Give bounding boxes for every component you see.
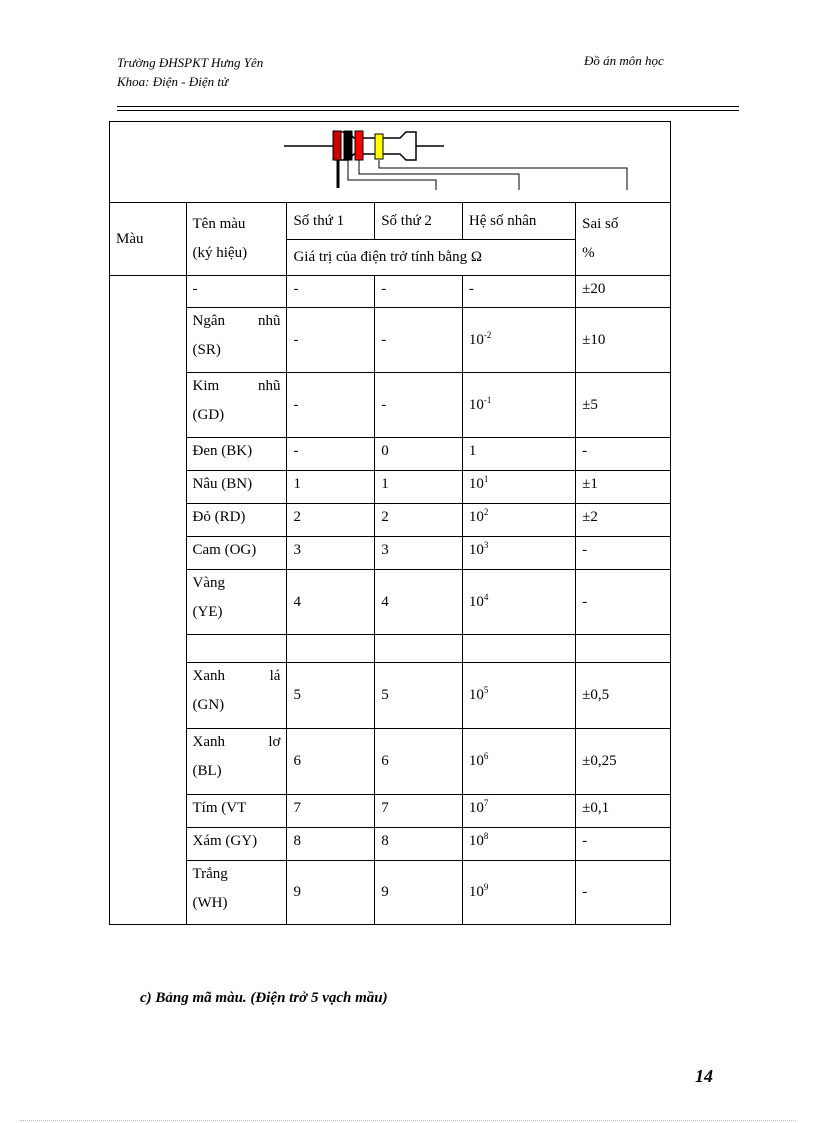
multiplier-base: 10	[468, 687, 484, 703]
multiplier-exponent: 4	[483, 591, 489, 602]
table-row	[110, 635, 671, 663]
tolerance-cell: -	[576, 828, 671, 861]
table-row	[110, 537, 671, 570]
digit2-cell: 2	[375, 504, 463, 537]
digit1-cell: 3	[287, 537, 375, 570]
multiplier-cell	[462, 795, 575, 828]
multiplier-cell	[462, 438, 575, 471]
multiplier-exponent: 2	[483, 507, 489, 517]
multiplier-cell	[462, 471, 575, 504]
color-code: (WH)	[192, 895, 228, 911]
digit1-cell: 9	[287, 861, 375, 925]
tolerance-cell: -	[576, 861, 671, 925]
header-row-1	[110, 203, 671, 240]
digit2-cell: 3	[375, 537, 463, 570]
color-name: Trắng	[192, 866, 228, 882]
header-rule-2	[117, 110, 739, 111]
table-row	[110, 828, 671, 861]
th-gia-tri: Giá trị của điện trở tính bằng Ω	[287, 240, 576, 276]
digit1-cell: 6	[287, 729, 375, 795]
multiplier-exponent: 7	[483, 798, 489, 808]
digit2-cell: -	[375, 276, 463, 308]
tolerance-cell: ±0,25	[576, 729, 671, 795]
multiplier-base: 10	[468, 833, 484, 849]
color-name-cell	[186, 308, 287, 373]
table-row	[110, 373, 671, 438]
multiplier-base: 10	[468, 593, 484, 610]
tolerance-cell: ±10	[576, 308, 671, 373]
multiplier-cell	[462, 308, 575, 373]
th-ten-line1: Tên màu	[192, 216, 246, 232]
th-mau: Màu	[110, 203, 187, 276]
resistor-color-table	[109, 121, 671, 925]
resistor-diagram-cell	[110, 122, 671, 203]
multiplier-cell	[462, 861, 575, 925]
color-name-cell	[186, 373, 287, 438]
band-1	[333, 131, 341, 160]
empty-cell	[375, 635, 463, 663]
table-row	[110, 438, 671, 471]
color-name-cell: Nâu (BN)	[186, 471, 287, 504]
tolerance-cell: ±0,1	[576, 795, 671, 828]
color-name-cell: Đỏ (RD)	[186, 504, 287, 537]
multiplier-base: 10	[468, 396, 484, 413]
multiplier-cell	[462, 276, 575, 308]
multiplier-cell	[462, 663, 575, 729]
multiplier-base: 10	[468, 542, 484, 558]
digit2-cell: 1	[375, 471, 463, 504]
tolerance-cell: ±1	[576, 471, 671, 504]
digit2-cell: 5	[375, 663, 463, 729]
band-2	[344, 131, 352, 160]
tolerance-cell: ±0,5	[576, 663, 671, 729]
th-sai-so-line1: Sai số	[582, 216, 619, 232]
color-name: Xanh lơ	[192, 734, 281, 750]
pointer-2	[348, 160, 436, 190]
multiplier-cell	[462, 504, 575, 537]
table-row	[110, 504, 671, 537]
th-so1: Số thứ 1	[287, 203, 375, 240]
header-left	[117, 53, 263, 91]
tolerance-cell: ±5	[576, 373, 671, 438]
color-code: (YE)	[192, 604, 223, 620]
color-code: (GD)	[192, 407, 225, 423]
header-rule	[117, 106, 739, 107]
empty-cell	[186, 635, 287, 663]
multiplier-cell	[462, 828, 575, 861]
tolerance-cell: -	[576, 537, 671, 570]
faculty-name: Khoa: Điện - Điện tử	[117, 74, 229, 89]
course-title: Đồ án môn học	[584, 53, 664, 68]
digit2-cell: 6	[375, 729, 463, 795]
digit2-cell: -	[375, 308, 463, 373]
multiplier-exponent: 3	[483, 540, 489, 550]
footer-rule	[20, 1120, 796, 1121]
color-name-cell: -	[186, 276, 287, 308]
tolerance-cell: -	[576, 438, 671, 471]
tolerance-cell: -	[576, 570, 671, 635]
multiplier-exponent: 5	[483, 685, 489, 695]
digit2-cell: 7	[375, 795, 463, 828]
color-code: (GN)	[192, 697, 225, 713]
multiplier-exponent: 1	[483, 474, 489, 484]
multiplier-base: 10	[468, 331, 484, 348]
digit2-cell: 9	[375, 861, 463, 925]
school-name: Trường ĐHSPKT Hưng Yên	[117, 55, 264, 70]
table-row	[110, 861, 671, 925]
th-ten	[186, 203, 287, 276]
multiplier-base: 10	[468, 800, 484, 816]
th-sai-so-line2: %	[582, 245, 595, 261]
multiplier-exponent: -2	[483, 329, 492, 340]
table-row	[110, 570, 671, 635]
color-name-cell: Cam (OG)	[186, 537, 287, 570]
digit1-cell: -	[287, 308, 375, 373]
digit1-cell: 1	[287, 471, 375, 504]
multiplier-cell	[462, 537, 575, 570]
multiplier-exponent: 9	[483, 882, 489, 892]
color-name-cell	[186, 663, 287, 729]
resistor-diagram	[116, 122, 664, 202]
table-row	[110, 729, 671, 795]
digit1-cell: 2	[287, 504, 375, 537]
multiplier-base: 10	[468, 509, 484, 525]
diagram-row	[110, 122, 671, 203]
color-name: Vàng	[192, 575, 225, 591]
multiplier-exponent: -1	[483, 394, 492, 405]
color-name-cell	[186, 861, 287, 925]
table-row	[110, 795, 671, 828]
color-code: (SR)	[192, 342, 221, 358]
digit2-cell: 0	[375, 438, 463, 471]
table-row	[110, 276, 671, 308]
color-name: Ngân nhũ	[192, 313, 281, 329]
color-name-cell	[186, 570, 287, 635]
multiplier-cell	[462, 373, 575, 438]
digit2-cell: -	[375, 373, 463, 438]
digit1-cell: -	[287, 276, 375, 308]
multiplier-base: 10	[468, 753, 484, 769]
table-row	[110, 471, 671, 504]
digit1-cell: -	[287, 438, 375, 471]
band-3	[355, 131, 363, 160]
empty-cell	[462, 635, 575, 663]
color-name-cell	[186, 729, 287, 795]
th-so2: Số thứ 2	[375, 203, 463, 240]
multiplier-base: 10	[468, 884, 484, 900]
pointer-4	[379, 160, 627, 190]
tolerance-cell: ±2	[576, 504, 671, 537]
mau-cell	[110, 276, 187, 925]
digit1-cell: 4	[287, 570, 375, 635]
th-sai-so	[576, 203, 671, 276]
digit2-cell: 4	[375, 570, 463, 635]
digit1-cell: 8	[287, 828, 375, 861]
color-name: Xanh lá	[192, 668, 281, 684]
color-code: (BL)	[192, 763, 222, 779]
th-ten-line2: (ký hiệu)	[192, 245, 248, 261]
th-he-so: Hệ số nhân	[462, 203, 575, 240]
digit1-cell: 7	[287, 795, 375, 828]
multiplier-exponent: 6	[483, 751, 489, 761]
multiplier-exponent: 8	[483, 831, 489, 841]
empty-cell	[287, 635, 375, 663]
color-name-cell: Tím (VT	[186, 795, 287, 828]
color-name: Kim nhũ	[192, 378, 281, 394]
table-row	[110, 663, 671, 729]
color-name-cell: Đen (BK)	[186, 438, 287, 471]
digit1-cell: -	[287, 373, 375, 438]
color-name-cell: Xám (GY)	[186, 828, 287, 861]
table-row	[110, 308, 671, 373]
pointer-3	[359, 160, 519, 190]
caption: c) Bảng mã màu. (Điện trở 5 vạch mầu)	[140, 990, 388, 1006]
digit2-cell: 8	[375, 828, 463, 861]
band-4	[375, 134, 383, 159]
tolerance-cell: ±20	[576, 276, 671, 308]
multiplier-base: -	[468, 281, 474, 297]
digit1-cell: 5	[287, 663, 375, 729]
page-number: 14	[695, 1066, 713, 1086]
multiplier-base: 10	[468, 476, 484, 492]
empty-cell	[576, 635, 671, 663]
multiplier-cell	[462, 729, 575, 795]
multiplier-cell	[462, 570, 575, 635]
multiplier-base: 1	[468, 443, 477, 459]
